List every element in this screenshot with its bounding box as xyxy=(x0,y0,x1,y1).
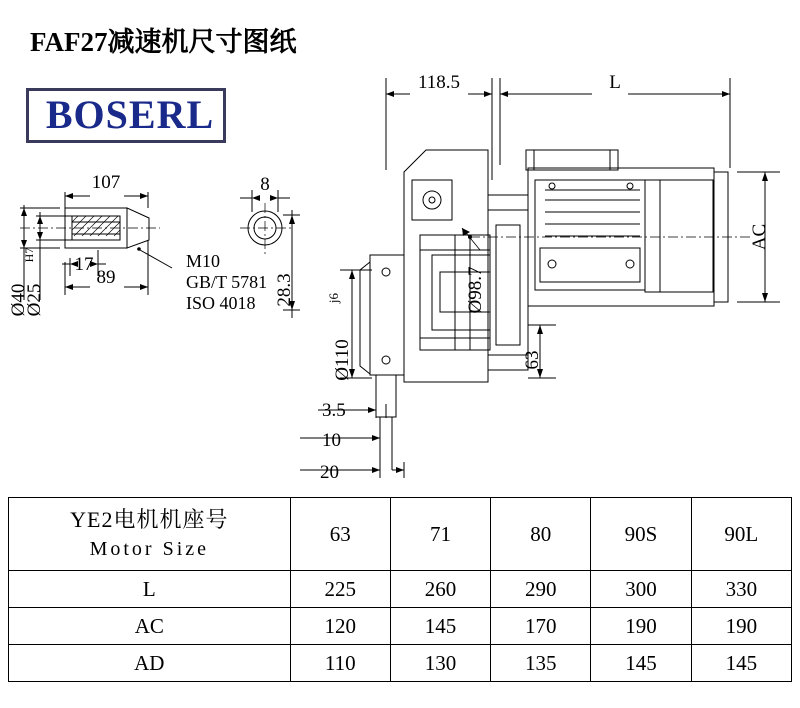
dim-diameter-40: Ø40 xyxy=(8,283,29,317)
dim-118-5: 118.5 xyxy=(417,72,461,93)
dim-3-5: 3.5 xyxy=(322,400,346,421)
dim-10: 10 xyxy=(322,430,341,451)
dim-20: 20 xyxy=(320,462,339,483)
header-motor-size-cn: YE2电机机座号 xyxy=(70,507,229,532)
dim-89: 89 xyxy=(96,267,116,288)
row-L-value-0: 225 xyxy=(290,571,390,608)
motor-size-0: 63 xyxy=(290,498,390,571)
motor-size-4: 90L xyxy=(691,498,791,571)
dim-28-3: 28.3 xyxy=(274,273,295,307)
label-bolt-standard-gbt: GB/T 5781 xyxy=(186,272,268,292)
table-row xyxy=(9,608,792,645)
row-L-value-2: 290 xyxy=(491,571,591,608)
motor-size-2: 80 xyxy=(491,498,591,571)
row-AC-value-1: 145 xyxy=(390,608,490,645)
row-L-value-3: 300 xyxy=(591,571,691,608)
row-L-value-4: 330 xyxy=(691,571,791,608)
row-AD-value-3: 145 xyxy=(591,645,691,682)
row-label-AC: AC xyxy=(9,608,291,645)
row-AC-value-3: 190 xyxy=(591,608,691,645)
label-bolt-standard-iso: ISO 4018 xyxy=(186,293,256,313)
motor-size-3: 90S xyxy=(591,498,691,571)
table-row xyxy=(9,571,792,608)
row-AD-value-1: 130 xyxy=(390,645,490,682)
row-AC-value-4: 190 xyxy=(691,608,791,645)
row-AD-value-2: 135 xyxy=(491,645,591,682)
row-AC-value-0: 120 xyxy=(290,608,390,645)
row-AC-value-2: 170 xyxy=(491,608,591,645)
dim-AC: AC xyxy=(749,223,770,251)
row-L-value-1: 260 xyxy=(390,571,490,608)
header-motor-size-cell xyxy=(9,498,291,571)
dim-diameter-110-tolerance: j6 xyxy=(326,292,341,304)
table-header-row xyxy=(9,498,792,571)
row-label-L: L xyxy=(9,571,291,608)
dim-diameter-25h7-tolerance: H7 xyxy=(22,247,36,263)
row-AD-value-4: 145 xyxy=(691,645,791,682)
dim-17: 17 xyxy=(74,254,94,275)
row-label-AD: AD xyxy=(9,645,291,682)
dim-107: 107 xyxy=(91,172,121,193)
motor-spec-table xyxy=(8,497,792,682)
row-AD-value-0: 110 xyxy=(290,645,390,682)
dim-63: 63 xyxy=(522,350,543,370)
dim-diameter-25h7: Ø25 xyxy=(24,283,45,317)
dim-8: 8 xyxy=(260,174,270,195)
dim-diameter-98-7: Ø98.7 xyxy=(465,266,486,314)
dim-L: L xyxy=(609,72,621,93)
label-bolt-m10: M10 xyxy=(186,251,221,271)
page-title: FAF27减速机尺寸图纸 xyxy=(30,27,297,57)
header-motor-size-en: Motor Size xyxy=(89,538,210,560)
motor-size-1: 71 xyxy=(390,498,490,571)
dim-diameter-110: Ø110 xyxy=(332,339,353,381)
logo-text: BOSERL xyxy=(45,92,215,137)
table-row xyxy=(9,645,792,682)
